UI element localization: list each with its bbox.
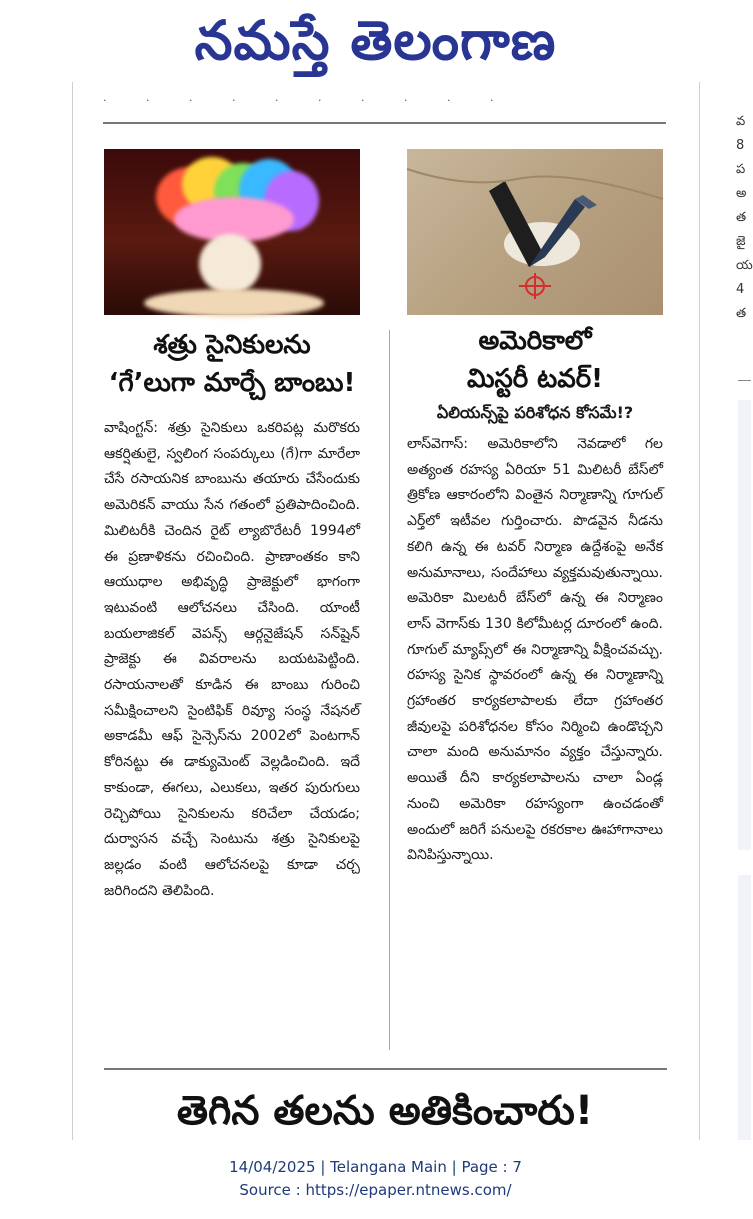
strip-shaded-box	[738, 875, 751, 1140]
footer-source: Source : https://epaper.ntnews.com/	[239, 1181, 512, 1199]
left-headline-line1: శత్రు సైనికులను	[153, 330, 311, 360]
right-article-body: లాస్‌వెగాస్‌: అమెరికాలోని నెవడాలో గల అత్యంత రహస్య ఏరియా 51 మిలిటరీ బేస్‌లో త్రికోణ ఆకారంలోని వింతైన నిర్మాణాన్ని గూగుల్‌ ఎర్త్‌లో ఇటీవల గుర్తించారు. పొడవైన నీడను కలిగి ఉన్న ఈ టవర్‌ నిర్మాణ ఉద్దేశంపై అనేక అనుమానాలు, సందేహాలు వ్యక్తమవుతున్నాయి. అమెరికా మిలటరీ బేస్‌లో ఉన్న ఈ నిర్మాణం లాస్‌ వెగాస్‌కు 130 కిలోమీటర్ల దూరంలో ఉంది. గూగుల్‌ మ్యాప్స్‌లో ఈ నిర్మాణాన్ని వీక్షించవచ్చు. రహస్య సైనిక స్థావరంలో ఉన్న ఈ నిర్మాణాన్ని గ్రహాంతర కార్యకలాపాలకు లేదా గ్రహాంతర జీవులపై పరిశోధనల కోసం నిర్మించి ఉండొచ్చని చాలా మంది అనుమానం వ్యక్తం చేస్తున్నారు. అయితే దీని కార్యకలాపాలను చాలా ఏండ్ల నుంచి అమెరికా రహస్యంగా ఉంచడంతో అందులో జరిగే పనులపై రకరకాల ఊహాగానాలు వినిపిస్తున్నాయి.	[407, 436, 663, 864]
strip-char: 4	[736, 282, 745, 297]
strip-char: అ	[736, 186, 747, 201]
mushroom-cloud-photo	[104, 149, 360, 315]
strip-char: వ	[736, 114, 746, 129]
bottom-divider	[104, 1068, 667, 1070]
strip-divider	[738, 380, 751, 381]
left-article	[104, 326, 360, 904]
strip-char: త	[736, 306, 747, 321]
footer-date-page: 14/04/2025 | Telangana Main | Page : 7	[229, 1158, 522, 1176]
column-divider	[389, 330, 390, 1050]
top-divider	[103, 122, 666, 124]
left-article-body: వాషింగ్టన్‌: శత్రు సైనికులు ఒకరిపట్ల మరొకరు ఆకర్షితులై, స్వలింగ సంపర్కులు (గే)గా మారేలా చేసే రసాయనిక బాంబును తయారు చేసేందుకు అమెరికన్‌ వాయు సేన గతంలో ప్రతిపాదించింది. మిలిటరీకి చెందిన రైట్‌ ల్యాబొరేటరీ 1994లో ఈ ప్రణాళికను రచించింది. ప్రాణాంతకం కాని ఆయుధాల అభివృద్ధి ప్రాజెక్టులో భాగంగా ఇటువంటి ఆలోచనలు చేసింది. యాంటీ బయలాజికల్‌ వెపన్స్‌ ఆర్గనైజేషన్‌ సన్‌షైన్‌ ప్రాజెక్టు ఈ వివరాలను బయటపెట్టింది. రసాయనాలతో కూడిన ఈ బాంబు గురించి సమీక్షించాలని సైంటిఫిక్‌ రివ్యూ సంస్థ నేషనల్‌ అకాడమీ ఆఫ్‌ సైన్సెస్‌ను 2002లో పెంటగాన్‌ కోరినట్టు ఈ డాక్యుమెంట్‌ వెల్లడించింది. ఇదే కాకుండా, ఈగలు, ఎలుకలు, ఇతర పురుగులు రెచ్చిపోయి సైనికులను కరిచేలా చేయడం; దుర్వాసన వచ్చే సెంటును శత్రు సైనికులపై జల్లడం వంటి ఆలోచనలపై కూడా చర్చ జరిగిందని తెలిపింది.	[104, 420, 360, 899]
right-article	[407, 322, 663, 869]
strip-shaded-box	[738, 400, 751, 850]
right-headline-line2: మిస్టరీ టవర్‌!	[466, 364, 604, 394]
right-subheadline: ఏలియన్స్‌పై పరిశోధన కోసమే!?	[436, 403, 634, 422]
strip-char: ప	[736, 162, 746, 177]
strip-char: త	[736, 210, 747, 225]
cropped-previous-text: · · · · · · · · · ·	[103, 94, 512, 107]
strip-char: య	[736, 258, 753, 273]
right-headline-line1: అమెరికాలో	[478, 326, 592, 356]
left-headline-line2: ‘గే’లుగా మార్చే బాంబు!	[108, 368, 356, 398]
bottom-headline: తెగిన తలను అతికించారు!	[176, 1088, 594, 1134]
satellite-tower-photo	[407, 149, 663, 315]
strip-char: జై	[736, 234, 746, 249]
masthead-logo: నమస్తే తెలంగాణ	[194, 9, 557, 72]
adjacent-column-strip	[736, 110, 751, 326]
strip-char: 8	[736, 138, 745, 153]
